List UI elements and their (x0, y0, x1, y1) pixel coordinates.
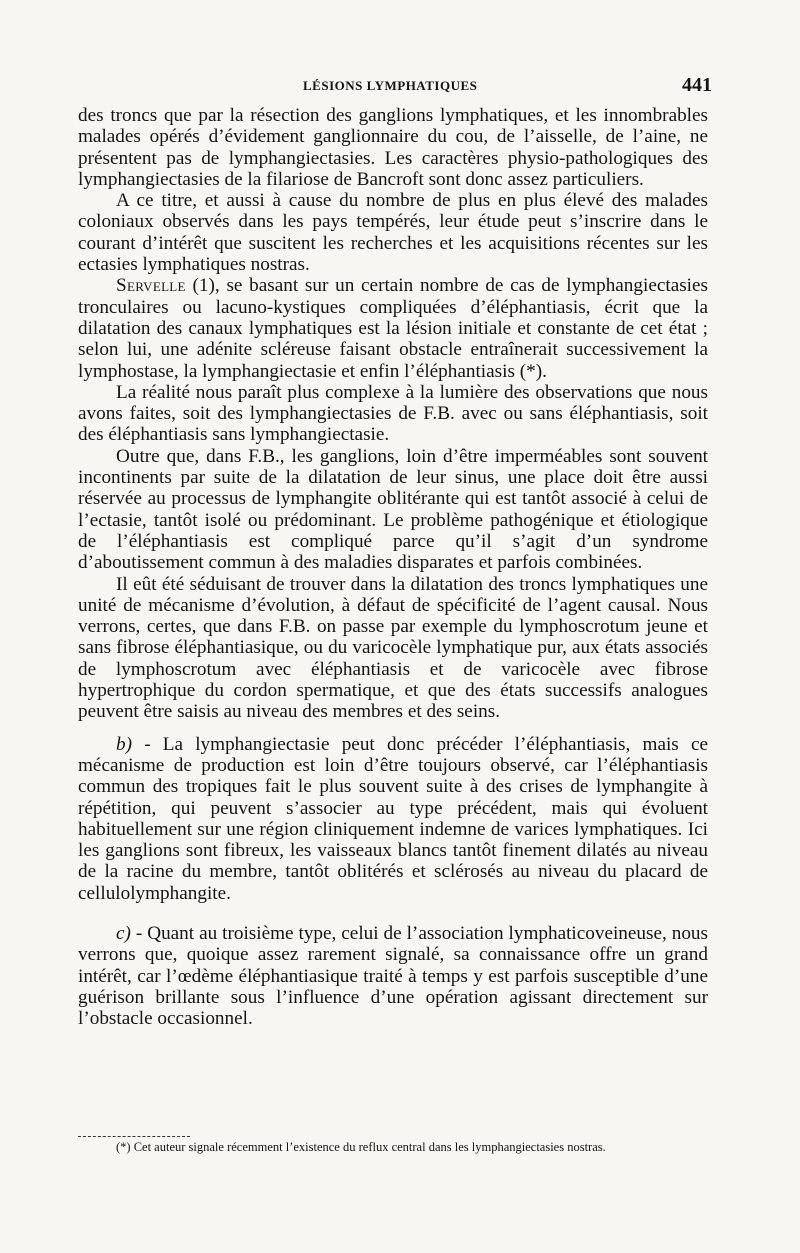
author-name: Servelle (116, 275, 186, 297)
paragraph: Il eût été séduisant de trouver dans la dilatation des troncs lymphatiques une unité de mécanisme d’évolution, à défaut de spécificité de l’agent causal. Nous verrons, certes, que dans F.B. on passe par exemple du lymphoscrotum jeune et sans fibrose éléphantiasique, ou du varicocèle lymphatique pur, aux états associés de lymphoscrotum avec éléphantiasis et de varicocèle avec fibrose hypertrophique du cordon spermatique, et que des états successifs analogues peuvent être saisis au niveau des membres et des seins. (78, 573, 708, 723)
body-text (78, 105, 708, 1029)
section-marker: c) (116, 922, 131, 944)
paragraph: Outre que, dans F.B., les ganglions, loin d’être imperméables sont souvent incontinents par suite de la dilatation de leur sinus, une place doit être aussi réservée au processus de lymphangite oblitérante qui est tantôt associé à celui de l’ectasie, tantôt isolé ou prédominant. Le problème pathogénique et étiologique de l’éléphantiasis est compliqué parce qu’il s’agit d’un syndrome d’aboutissement commun à des maladies disparates et parfois combinées. (78, 445, 708, 574)
running-title: LÉSIONS LYMPHATIQUES (303, 78, 478, 93)
section-marker: b) (116, 733, 132, 755)
paragraph: c) - Quant au troisième type, celui de l’association lymphaticoveineuse, nous verrons que, quoique assez rarement signalé, sa connaissance offre un grand intérêt, car l’œdème éléphantiasique traité à temps y est parfois susceptible d’une guérison brillante sous l’influence d’une opération agissant directement sur l’obstacle occasionnel. (78, 922, 708, 1030)
paragraph: La réalité nous paraît plus complexe à la lumière des observations que nous avons faites, soit des lymphangiectasies de F.B. avec ou sans éléphantiasis, soit des éléphantiasis sans lymphangiectasie. (78, 381, 708, 446)
paragraph: des troncs que par la résection des ganglions lymphatiques, et les innombrables malades opérés d’évidement ganglionnaire du cou, de l’aisselle, de l’aine, ne présentent pas de lymphangiectasies. Les caractères physio-pathologiques des lymphangiectasies de la filariose de Bancroft sont donc assez particuliers. (78, 105, 708, 190)
page-number: 441 (682, 74, 712, 96)
footnote-rule (78, 1136, 190, 1137)
page-header (0, 72, 800, 100)
paragraph: Servelle (1), se basant sur un certain nombre de cas de lymphangiectasies tronculaires ou lacuno-kystiques compliquées d’éléphantiasis, écrit que la dilatation des canaux lymphatiques est la lésion initiale et constante de cet état ; selon lui, une adénite scléreuse faisant obstacle entraînerait successivement la lymphostase, la lymphangiectasie et enfin l’éléphantiasis (*). (78, 275, 708, 382)
paragraph: b) - La lymphangiectasie peut donc précéder l’éléphantiasis, mais ce mécanisme de production est loin d’être toujours observé, car l’éléphantiasis commun des tropiques fait le plus souvent suite à des crises de lymphangite à répétition, qui peuvent s’associer au type précédent, mais qui évoluent habituellement sur une région cliniquement indemne de varices lymphatiques. Ici les ganglions sont fibreux, les vaisseaux blancs tantôt finement dilatés au niveau de la racine du membre, tantôt oblitérés et sclérosés au niveau du placard de cellulolymphangite. (78, 733, 708, 904)
footnote: (*) Cet auteur signale récemment l’existence du reflux central dans les lymphangiectasies nostras. (116, 1140, 606, 1154)
paragraph: A ce titre, et aussi à cause du nombre de plus en plus élevé des malades coloniaux observés dans les pays tempérés, leur étude peut s’inscrire dans le courant d’intérêt que suscitent les recherches et les acquisitions récentes sur les ectasies lymphatiques nostras. (78, 190, 708, 276)
